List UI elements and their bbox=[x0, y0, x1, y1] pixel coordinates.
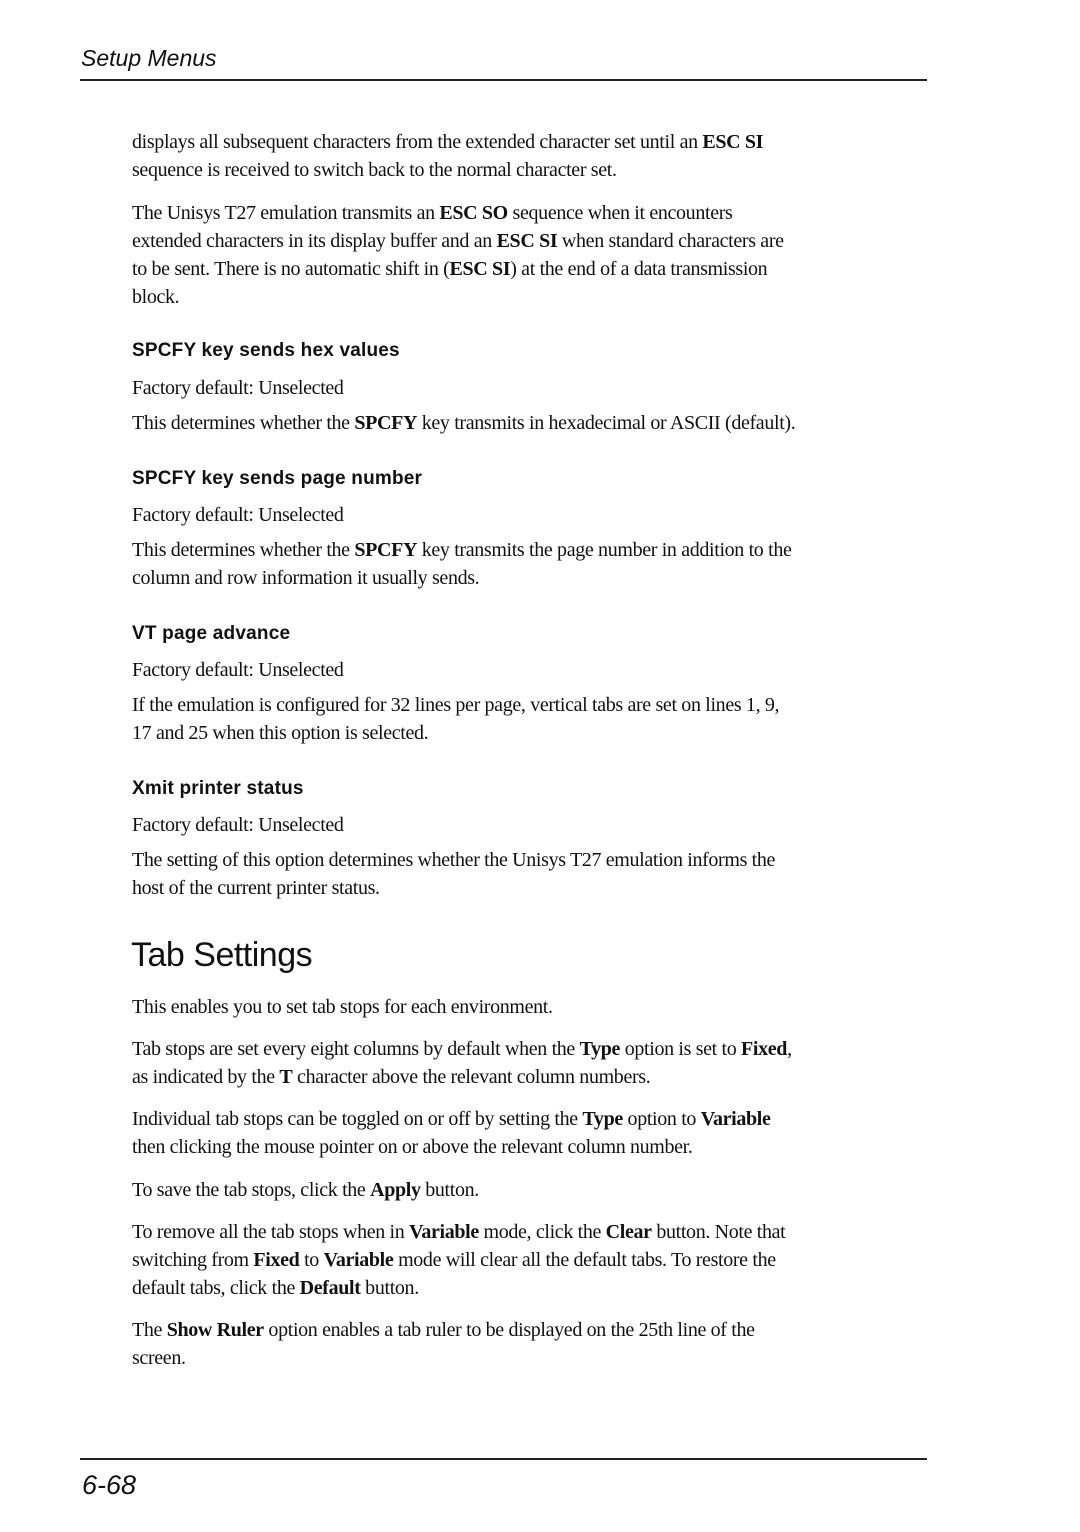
text-run: This determines whether the bbox=[132, 412, 355, 434]
paragraph bbox=[132, 691, 932, 747]
page-title: Tab Settings bbox=[131, 936, 313, 974]
bold-term: ESC SI bbox=[702, 131, 764, 153]
header-rule bbox=[80, 79, 927, 81]
text-run: The Unisys T27 emulation transmits an bbox=[132, 202, 440, 224]
text-run: , as indicated by the bbox=[132, 1038, 792, 1088]
text-run: To remove all the tab stops when in bbox=[132, 1221, 410, 1243]
paragraph bbox=[132, 374, 932, 402]
bold-term: Fixed bbox=[741, 1038, 788, 1060]
paragraph bbox=[132, 811, 932, 839]
page-number: 6-68 bbox=[82, 1470, 137, 1500]
bold-term: Apply bbox=[370, 1179, 421, 1201]
bold-term: Type bbox=[579, 1038, 621, 1060]
text-run: button. Note that switching from bbox=[132, 1221, 786, 1271]
text-run: Factory default: Unselected bbox=[132, 377, 344, 399]
section-heading: VT page advance bbox=[132, 623, 291, 644]
paragraph bbox=[132, 536, 932, 592]
paragraph bbox=[132, 128, 932, 184]
text-run: Factory default: Unselected bbox=[132, 659, 344, 681]
paragraph bbox=[132, 1316, 932, 1372]
text-run: ) at the end of a data transmission block. bbox=[132, 258, 768, 308]
text-run: Individual tab stops can be toggled on or off by setting the bbox=[132, 1108, 583, 1130]
text-run: key transmits the page number in addition to the column and row information it usually sends. bbox=[132, 539, 792, 589]
section-heading: SPCFY key sends page number bbox=[132, 468, 423, 489]
text-run: If the emulation is configured for 32 lines per page, vertical tabs are set on lines 1, 9, 17 and 25 when this option is selected. bbox=[132, 694, 780, 744]
text-run: This determines whether the bbox=[132, 539, 355, 561]
bold-term: Variable bbox=[700, 1108, 771, 1130]
bold-term: Variable bbox=[409, 1221, 479, 1243]
paragraph bbox=[132, 1035, 932, 1091]
bold-term: ESC SI bbox=[496, 230, 558, 252]
text-run: character above the relevant column numbers. bbox=[292, 1066, 651, 1088]
text-run: This enables you to set tab stops for each environment. bbox=[132, 996, 553, 1018]
paragraph bbox=[132, 501, 932, 529]
text-run: Factory default: Unselected bbox=[132, 814, 344, 836]
text-run: mode will clear all the default tabs. To restore the default tabs, click the bbox=[132, 1249, 776, 1299]
text-run: option enables a tab ruler to be displayed on the 25th line of the screen. bbox=[132, 1319, 755, 1369]
paragraph bbox=[132, 409, 932, 437]
bold-term: T bbox=[279, 1066, 293, 1088]
paragraph bbox=[132, 1218, 932, 1302]
text-run: button. bbox=[360, 1277, 419, 1299]
bold-term: Type bbox=[582, 1108, 623, 1130]
section-heading: Xmit printer status bbox=[132, 778, 304, 799]
text-run: option is set to bbox=[620, 1038, 742, 1060]
bold-term: Clear bbox=[605, 1221, 652, 1243]
text-run: to bbox=[299, 1249, 324, 1271]
text-run: The setting of this option determines whether the Unisys T27 emulation informs the host of the current printer status. bbox=[132, 849, 776, 899]
running-header: Setup Menus bbox=[81, 45, 217, 71]
text-run: To save the tab stops, click the bbox=[132, 1179, 371, 1201]
paragraph bbox=[132, 993, 932, 1021]
paragraph bbox=[132, 846, 932, 902]
text-run: Factory default: Unselected bbox=[132, 504, 344, 526]
paragraph bbox=[132, 656, 932, 684]
text-run: key transmits in hexadecimal or ASCII (default). bbox=[417, 412, 796, 434]
text-run: when standard characters are to be sent. There is no automatic shift in ( bbox=[132, 230, 784, 280]
paragraph bbox=[132, 1105, 932, 1161]
bold-term: ESC SI bbox=[449, 258, 511, 280]
bold-term: Fixed bbox=[253, 1249, 300, 1271]
text-run: sequence is received to switch back to the normal character set. bbox=[132, 159, 617, 181]
text-run: displays all subsequent characters from the extended character set until an bbox=[132, 131, 703, 153]
paragraph bbox=[132, 1176, 932, 1204]
bold-term: SPCFY bbox=[354, 412, 418, 434]
text-run: option to bbox=[622, 1108, 701, 1130]
bold-term: Show Ruler bbox=[166, 1319, 264, 1341]
footer-rule bbox=[80, 1458, 927, 1460]
text-run: then clicking the mouse pointer on or above the relevant column number. bbox=[132, 1136, 693, 1158]
bold-term: ESC SO bbox=[439, 202, 508, 224]
text-run: button. bbox=[420, 1179, 479, 1201]
bold-term: Variable bbox=[323, 1249, 394, 1271]
text-run: Tab stops are set every eight columns by default when the bbox=[132, 1038, 580, 1060]
bold-term: Default bbox=[299, 1277, 361, 1299]
text-run: The bbox=[132, 1319, 167, 1341]
paragraph bbox=[132, 199, 932, 311]
bold-term: SPCFY bbox=[354, 539, 418, 561]
section-heading: SPCFY key sends hex values bbox=[132, 340, 400, 361]
text-run: mode, click the bbox=[478, 1221, 606, 1243]
text-run: sequence when it encounters extended characters in its display buffer and an bbox=[132, 202, 733, 252]
